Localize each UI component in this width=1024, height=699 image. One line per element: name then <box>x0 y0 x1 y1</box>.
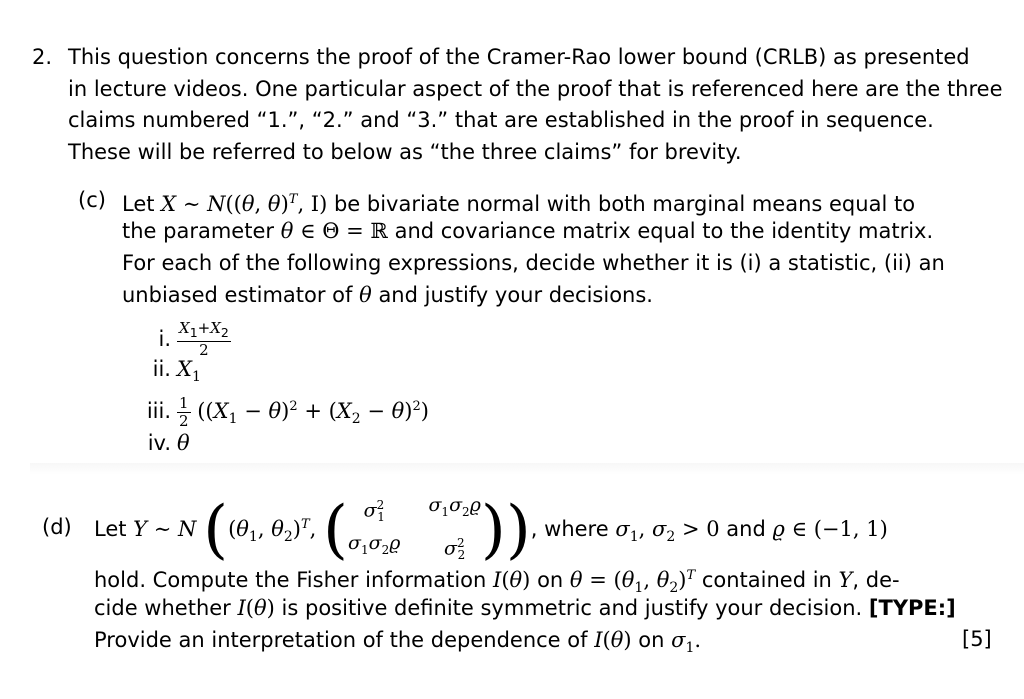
fraction-mean: $\frac{X_1+X_2}{2}$ <box>179 319 229 359</box>
intro-line-3: claims numbered “1.”, “2.” and “3.” that are established in the proof in sequence. <box>68 108 934 132</box>
part-c-line-3: For each of the following expressions, decide whether it is (i) a statistic, (ii) an <box>122 251 945 275</box>
part-c-item-iii: iii. $\frac{1}{2}$ $((X_1 - \theta)^2 + (X_2 - \theta)^2)$ <box>146 393 429 430</box>
part-d-line-2: hold. Compute the Fisher information I(θ) on $\theta = (\theta_1$, $\theta_2)^T$ contained in Y, de- <box>94 568 900 597</box>
part-d-label: (d) <box>42 515 72 539</box>
part-c-label: (c) <box>78 188 106 212</box>
covariance-matrix: $\sigma^2_1$ $\sigma_1\sigma_2ϱ$ $\sigma_1\sigma_2ϱ$ $\sigma^2_2$ <box>348 493 481 563</box>
part-c-line-1: Let X ∼ N((θ, θ)$^T$, I) be bivariate normal with both marginal means equal to <box>122 192 916 216</box>
part-c-line-2: the parameter θ ∈ Θ = ℝ and covariance matrix equal to the identity matrix. <box>122 219 934 243</box>
intro-line-1: This question concerns the proof of the Cramer-Rao lower bound (CRLB) as presented <box>68 45 970 69</box>
type-tag: [TYPE:] <box>868 596 956 620</box>
part-d-line-1: Let Y ∼ N (($\theta_1$, $\theta_2)^T$, ( $\sigma^2_1$ $\sigma_1\sigma_2ϱ$ $\sigma_1\sigma_2ϱ$ $\sigma^2_2$ )), where $\sigma_1$, $\sigma_2 > 0$ and ϱ ∈ (−1, 1) <box>94 493 888 567</box>
part-c-line-4: unbiased estimator of θ and justify your decisions. <box>122 283 653 307</box>
part-c-item-iv: iv. θ <box>147 431 190 455</box>
part-d-line-4: Provide an interpretation of the dependence of I(θ) on $\sigma_1$. <box>94 628 702 657</box>
part-d-line-3: cide whether I(θ) is positive definite symmetric and justify your decision. [TYPE:] <box>94 596 956 620</box>
section-divider <box>30 463 1024 475</box>
question-number: 2. <box>32 45 53 69</box>
part-c-item-ii: ii. $X_1$ <box>152 357 201 386</box>
intro-line-2: in lecture videos. One particular aspect of the proof that is referenced here are the three <box>68 77 1003 101</box>
part-c-item-i: i. $\frac{X_1+X_2}{2}$ <box>158 319 229 359</box>
intro-line-4: These will be referred to below as “the three claims” for brevity. <box>68 140 742 164</box>
marks-label: [5] <box>962 627 992 651</box>
